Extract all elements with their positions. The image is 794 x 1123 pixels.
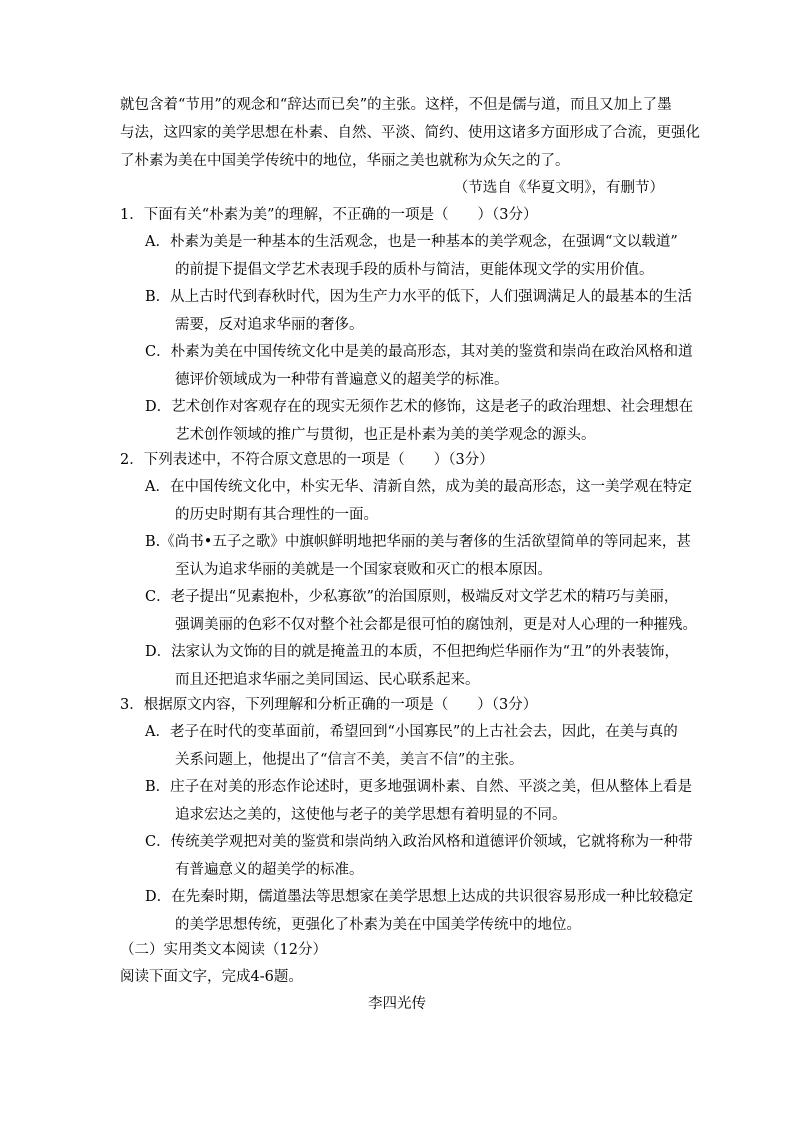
option-a-line1: A．老子在时代的变革面前，希望回到“小国寡民”的上古社会去，因此，在美与真的 [145,724,678,740]
option-b-line2: 追求宏达之美的，这使他与老子的美学思想有着明显的不同。 [175,807,567,823]
question-stem: 1．下面有关“朴素为美”的理解，不正确的一项是（ ）（3分） [120,207,538,223]
intro-line: 与法，这四家的美学思想在朴素、自然、平淡、简约、使用这诸多方面形成了合流，更强化 [120,125,700,141]
option-c-line1: C．老子提出“见素抱朴，少私寡欲”的治国原则，极端反对文学艺术的精巧与美丽， [145,589,679,605]
option-d-line1: D．在先秦时期，儒道墨法等思想家在美学思想上达成的共识很容易形成一种比较稳定 [145,889,694,905]
passage-title: 李四光传 [368,996,426,1012]
option-d-line2: 的美学思想传统，更强化了朴素为美在中国美学传统中的地位。 [175,917,581,933]
option-a-line2: 的历史时期有其合理性的一面。 [175,507,378,523]
option-b-line1: B.《尚书•五子之歌》中旗帜鲜明地把华丽的美与奢侈的生活欲望简单的等同起来，甚 [145,534,691,550]
option-b-line2: 需要，反对追求华丽的奢侈。 [175,317,364,333]
option-b-line1: B．庄子在对美的形态作论述时，更多地强调朴素、自然、平淡之美，但从整体上看是 [145,779,693,795]
option-a-line1: A．在中国传统文化中，朴实无华、清新自然，成为美的最高形态，这一美学观在特定 [145,479,692,495]
option-d-line2: 艺术创作领域的推广与贯彻，也正是朴素为美的美学观念的源头。 [175,427,596,443]
option-a-line2: 的前提下提倡文学艺术表现手段的质朴与简洁，更能体现文学的实用价值。 [175,262,654,278]
option-c-line2: 强调美丽的色彩不仅对整个社会都是很可怕的腐蚀剂，更是对人心理的一种摧残。 [175,617,697,633]
question-stem: 2．下列表述中，不符合原文意思的一项是（ ）（3分） [120,452,494,468]
option-b-line1: B．从上古时代到春秋时代，因为生产力水平的低下，人们强调满足人的最基本的生活 [145,289,693,305]
option-a-line2: 关系问题上，他提出了“信言不美，美言不信”的主张。 [175,752,524,768]
option-c-line2: 德评价领域成为一种带有普遍意义的超美学的标准。 [175,372,509,388]
option-d-line1: D．法家认为文饰的目的就是掩盖丑的本质，不但把绚烂华丽作为“丑”的外表装饰， [145,644,679,660]
option-c-line2: 有普遍意义的超美学的标准。 [175,862,364,878]
source-note: （节选自《华夏文明》，有删节） [453,180,664,196]
option-c-line1: C．朴素为美在中国传统文化中是美的最高形态，其对美的鉴赏和崇尚在政治风格和道 [145,344,693,360]
option-d-line1: D．艺术创作对客观存在的现实无须作艺术的修饰，这是老子的政治理想、社会理想在 [145,399,694,415]
option-a-line1: A．朴素为美是一种基本的生活观念，也是一种基本的美学观念，在强调“文以载道” [145,234,678,250]
intro-line: 就包含着“节用”的观念和“辞达而已矣”的主张。这样，不但是儒与道，而且又加上了墨 [120,97,672,113]
option-c-line1: C．传统美学观把对美的鉴赏和崇尚纳入政治风格和道德评价领域，它就将称为一种带 [145,834,693,850]
option-d-line2: 而且还把追求华丽之美同国运、民心联系起来。 [175,672,480,688]
question-stem: 3．根据原文内容，下列理解和分析正确的一项是（ ）（3分） [120,697,538,713]
section-instruction: 阅读下面文字，完成4-6题。 [120,969,303,985]
section-heading: （二）实用类文本阅读（12分） [120,942,327,958]
intro-line: 了朴素为美在中国美学传统中的地位，华丽之美也就称为众矢之的了。 [120,153,570,169]
option-b-line2: 至认为追求华丽的美就是一个国家衰败和灭亡的根本原因。 [175,562,552,578]
